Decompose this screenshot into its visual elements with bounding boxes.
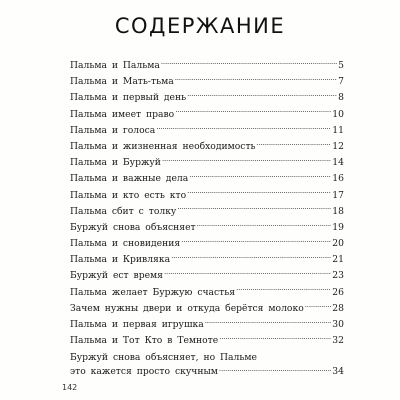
toc-entry-multiline — [70, 349, 344, 383]
toc-entry-title-line1: Буржуй снова объясняет, но Пальме — [70, 352, 257, 364]
toc-entry — [70, 317, 344, 333]
toc-entry-title: Пальма и сновидения — [70, 238, 181, 250]
page-number: 142 — [62, 383, 78, 392]
toc-entry — [70, 107, 344, 123]
toc-entry-page: 12 — [332, 140, 344, 152]
toc-entry — [70, 58, 344, 74]
toc-entry — [70, 90, 344, 106]
toc-entry — [70, 123, 344, 139]
toc-entry-title: Буржуй снова объясняет — [70, 221, 196, 233]
toc-entry-line2 — [70, 364, 344, 377]
toc-entry-title: Пальма имеет право — [70, 108, 175, 120]
toc-entry-title-line2: это кажется просто скучным — [70, 366, 218, 378]
table-of-contents — [70, 58, 344, 383]
toc-entry — [70, 268, 344, 284]
toc-entry-page: 16 — [332, 173, 344, 185]
dot-leader — [236, 285, 331, 295]
toc-entry-page: 20 — [332, 238, 344, 250]
toc-entry-page: 30 — [332, 319, 344, 330]
dot-leader — [175, 107, 331, 117]
toc-entry-title: Пальма и голоса — [70, 124, 156, 136]
toc-entry — [70, 285, 344, 301]
toc-entry-title: Пальма и кто есть кто — [70, 189, 187, 201]
toc-entry — [70, 171, 344, 187]
dot-leader — [171, 252, 331, 262]
toc-entry-page: 11 — [332, 124, 344, 136]
dot-leader — [161, 58, 337, 68]
toc-entry — [70, 252, 344, 268]
toc-entry — [70, 74, 344, 90]
toc-entry-title: Пальма и первая игрушка — [70, 319, 204, 330]
toc-entry-page: 17 — [332, 189, 344, 201]
dot-leader — [164, 268, 331, 278]
contents-heading: СОДЕРЖАНИЕ — [114, 14, 286, 38]
toc-entry — [70, 301, 344, 317]
toc-entry-title: Буржуй ест время — [70, 270, 163, 282]
toc-entry-title: Пальма сбит с толку — [70, 205, 177, 217]
toc-entry-title: Пальма и жизненная необходимость — [70, 140, 256, 152]
toc-entry-title: Пальма и Буржуй — [70, 157, 161, 169]
toc-entry-page: 23 — [332, 270, 344, 282]
toc-entry-page: 8 — [338, 92, 344, 104]
toc-entry-title: Пальма и Мать-тьма — [70, 76, 174, 88]
dot-leader — [219, 364, 331, 374]
dot-leader — [205, 317, 332, 327]
dot-leader — [162, 155, 331, 165]
toc-entry — [70, 139, 344, 155]
dot-leader — [305, 301, 332, 311]
toc-entry-page: 10 — [332, 108, 344, 120]
toc-entry — [70, 236, 344, 252]
dot-leader — [177, 204, 331, 214]
toc-entry-page: 18 — [332, 205, 344, 217]
dot-leader — [189, 171, 331, 181]
toc-entry — [70, 204, 344, 220]
toc-entry-page: 32 — [332, 335, 344, 347]
toc-entry-page: 21 — [332, 254, 344, 266]
toc-entry-title: Пальма и важные дела — [70, 173, 189, 185]
toc-entry-page: 34 — [332, 366, 344, 378]
toc-entry-page: 28 — [332, 302, 344, 314]
toc-entry-page: 5 — [338, 60, 344, 71]
dot-leader — [156, 123, 331, 133]
dot-leader — [257, 139, 332, 149]
toc-entry-page: 14 — [332, 157, 344, 169]
toc-entry-title: Пальма и Тот Кто в Темноте — [70, 335, 219, 347]
toc-entry-page: 7 — [338, 76, 344, 88]
toc-entry-title: Пальма и первый день — [70, 92, 187, 104]
dot-leader — [187, 188, 331, 198]
toc-entry-title: Пальма и Кривляка — [70, 254, 171, 266]
toc-entry — [70, 220, 344, 236]
dot-leader — [197, 220, 332, 230]
dot-leader — [187, 90, 337, 100]
toc-entry — [70, 333, 344, 349]
toc-entry-title: Пальма и Пальма — [70, 60, 160, 71]
toc-entry — [70, 155, 344, 171]
dot-leader — [219, 333, 331, 343]
toc-entry-page: 19 — [332, 221, 344, 233]
dot-leader — [175, 74, 337, 84]
dot-leader — [181, 236, 331, 246]
toc-entry-page: 26 — [332, 286, 344, 298]
toc-entry — [70, 188, 344, 204]
toc-entry-title: Зачем нужны двери и откуда берётся молоко — [70, 302, 304, 314]
toc-entry-title: Пальма желает Буржую счастья — [70, 286, 236, 298]
